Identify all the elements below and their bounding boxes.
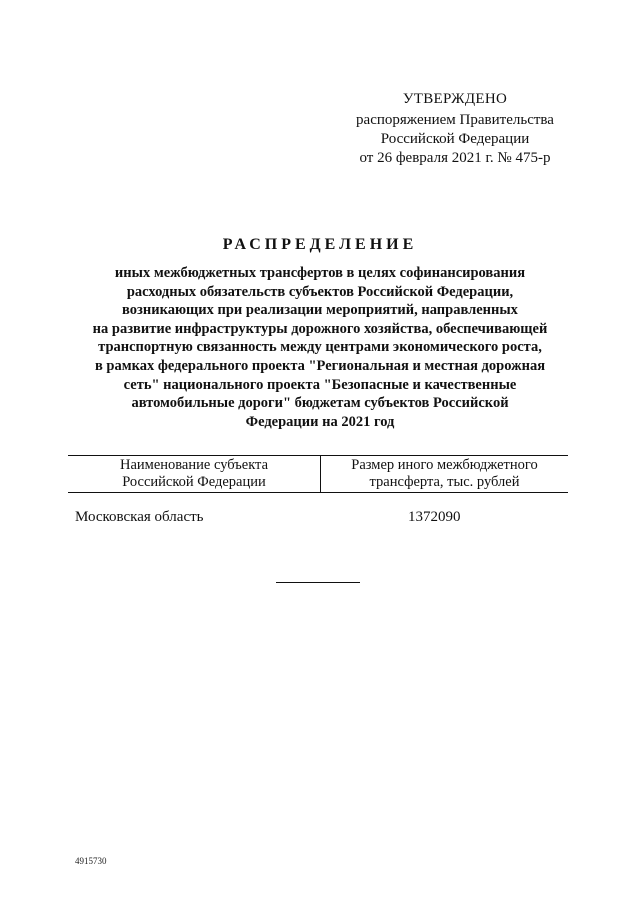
subtitle-line: транспортную связанность между центрами экономического роста, bbox=[98, 339, 542, 356]
document-title: РАСПРЕДЕЛЕНИЕ bbox=[222, 236, 418, 253]
subtitle-line: на развитие инфраструктуры дорожного хозяйства, обеспечивающей bbox=[92, 320, 548, 337]
approval-block bbox=[340, 90, 570, 168]
approval-line-government: Российской Федерации bbox=[380, 131, 530, 147]
approval-line-decree: распоряжением Правительства bbox=[356, 112, 554, 128]
column-header-text: трансферта, тыс. рублей bbox=[369, 474, 520, 490]
region-name: Московская область bbox=[75, 509, 204, 525]
column-header-region bbox=[68, 456, 321, 492]
column-header-text: Российской Федерации bbox=[122, 474, 266, 490]
document-number: 4915730 bbox=[75, 856, 107, 866]
subtitle-line: автомобильные дороги" бюджетам субъектов Российской bbox=[131, 395, 509, 412]
subtitle-line: в рамках федерального проекта "Региональная и местная дорожная bbox=[94, 357, 546, 374]
subtitle-line: возникающих при реализации мероприятий, направленных bbox=[122, 302, 518, 319]
subtitle-line: Федерации на 2021 год bbox=[245, 413, 395, 430]
column-header-amount bbox=[321, 456, 568, 492]
subtitle-line: иных межбюджетных трансфертов в целях софинансирования bbox=[114, 265, 526, 281]
column-header-text: Размер иного межбюджетного bbox=[351, 457, 538, 473]
subtitle-line: сеть" национального проекта "Безопасные и качественные bbox=[123, 376, 517, 393]
subtitle-line: расходных обязательств субъектов Российской Федерации, bbox=[126, 283, 514, 300]
approval-heading: УТВЕРЖДЕНО bbox=[402, 91, 508, 107]
document-subtitle bbox=[70, 264, 570, 431]
transfer-amount: 1372090 bbox=[408, 509, 461, 525]
column-header-text: Наименование субъекта bbox=[119, 457, 269, 473]
table-header bbox=[68, 455, 568, 493]
approval-line-date: от 26 февраля 2021 г. № 475-р bbox=[359, 150, 551, 166]
end-separator-line bbox=[276, 582, 360, 583]
